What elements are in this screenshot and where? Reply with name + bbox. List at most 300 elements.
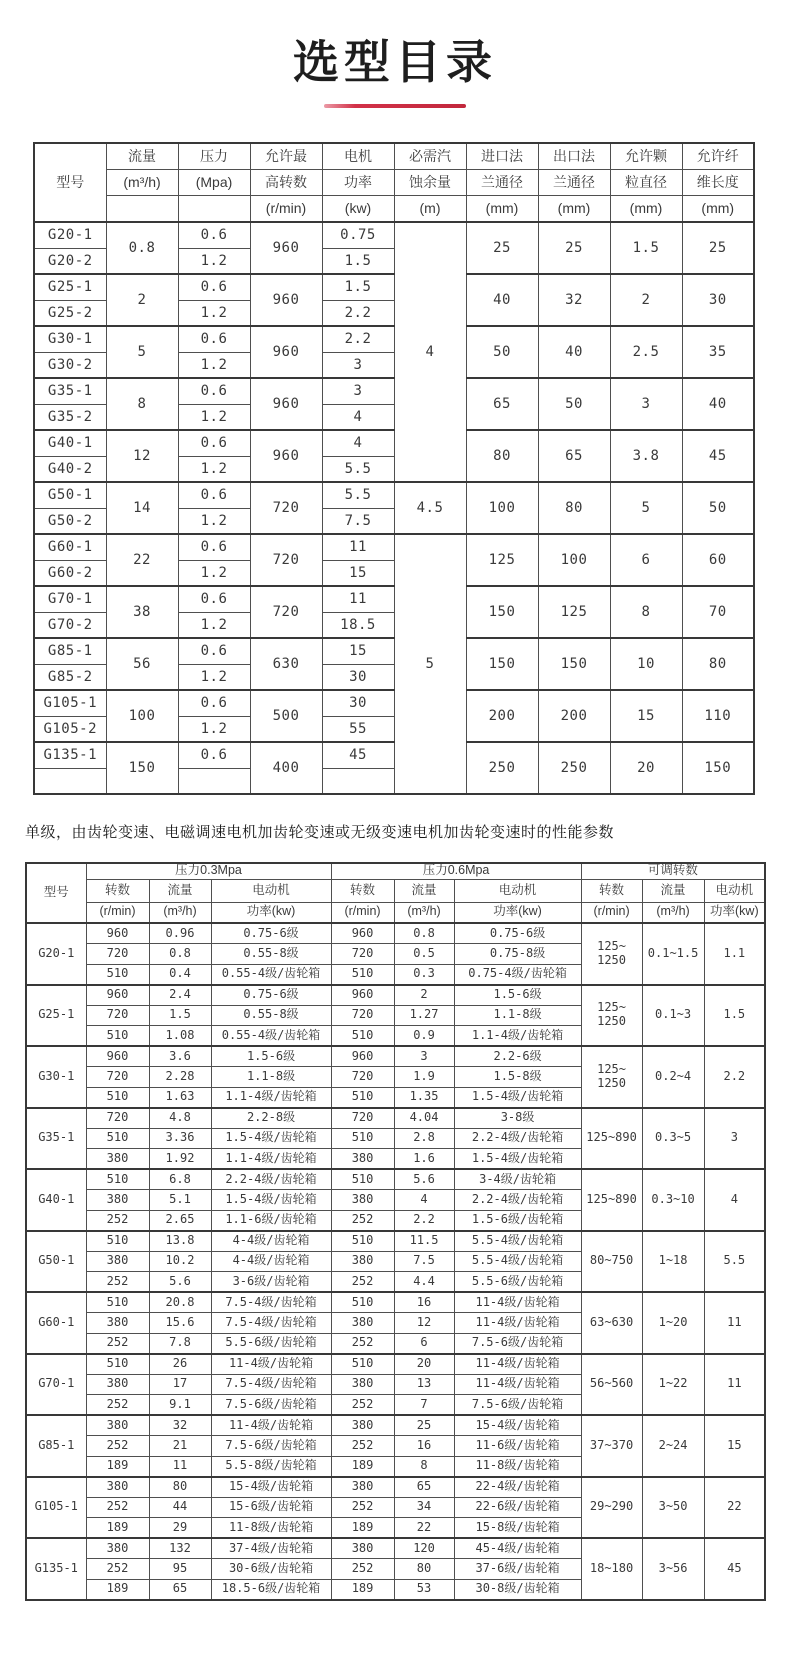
t2-cell: 30-6级/齿轮箱 <box>211 1559 331 1580</box>
t2-sub-cell: 流量 <box>149 879 211 902</box>
t1-cell: 6 <box>610 534 682 586</box>
t2-cell: 7.5-4级/齿轮箱 <box>211 1292 331 1313</box>
t2-header-model: 型号 <box>26 863 86 923</box>
t1-header-cell: 压力 <box>178 143 250 170</box>
t2-cell: 13.8 <box>149 1231 211 1252</box>
t1-cell: 0.6 <box>178 534 250 560</box>
t2-cell: 1.35 <box>394 1087 454 1108</box>
t2-cell: 252 <box>331 1272 394 1293</box>
t2-cell: 11-4级/齿轮箱 <box>454 1354 581 1375</box>
t2-cell: 2.2-4级/齿轮箱 <box>211 1169 331 1190</box>
t1-cell: 7.5 <box>322 508 394 534</box>
t2-cell: 380 <box>331 1477 394 1498</box>
t2-cell: 380 <box>331 1251 394 1272</box>
t2-cell: 11-4级/齿轮箱 <box>454 1374 581 1395</box>
t2-cell: 18~​180 <box>581 1538 642 1600</box>
t1-cell: 1.2 <box>178 508 250 534</box>
t1-cell: 60 <box>682 534 754 586</box>
t2-cell: 0.3 <box>394 964 454 985</box>
t1-cell: 2.2 <box>322 300 394 326</box>
t2-cell: 189 <box>331 1518 394 1539</box>
t1-cell: 4 <box>322 404 394 430</box>
t2-cell: 1~​18 <box>642 1231 704 1293</box>
t2-cell: 0.1~​1.5 <box>642 923 704 985</box>
t1-cell: 5.5 <box>322 482 394 508</box>
t1-cell: G60-2 <box>34 560 106 586</box>
t1-header-cell: 蚀余量 <box>394 170 466 196</box>
t2-cell: 380 <box>331 1538 394 1559</box>
t2-unit-cell: 功率(kw) <box>211 902 331 923</box>
t1-cell: 3 <box>322 352 394 378</box>
t2-cell: 380 <box>86 1149 149 1170</box>
selection-table-body <box>34 222 754 794</box>
t2-cell: 26 <box>149 1354 211 1375</box>
t1-cell: 12 <box>106 430 178 482</box>
t2-cell: G35-1 <box>26 1108 86 1170</box>
t2-cell: 56~​560 <box>581 1354 642 1416</box>
t1-cell: G70-2 <box>34 612 106 638</box>
t1-cell: 65 <box>538 430 610 482</box>
t2-cell: 510 <box>331 1087 394 1108</box>
t2-cell: G30-1 <box>26 1046 86 1108</box>
t2-cell: 20.8 <box>149 1292 211 1313</box>
t2-cell: 380 <box>86 1538 149 1559</box>
t1-cell: G70-1 <box>34 586 106 612</box>
t2-cell: 720 <box>86 1108 149 1129</box>
t2-cell: 2 <box>394 985 454 1006</box>
t2-cell: 0.55-8级 <box>211 944 331 965</box>
t2-group-adjustable: 可调转数 <box>581 863 765 879</box>
t2-cell: 6.8 <box>149 1169 211 1190</box>
t2-cell: G40-1 <box>26 1169 86 1231</box>
t2-cell: 2.2-4级/齿轮箱 <box>454 1128 581 1149</box>
t2-cell: 7.5-6级/齿轮箱 <box>454 1395 581 1416</box>
t2-cell: 252 <box>331 1436 394 1457</box>
t2-cell: 11 <box>704 1292 765 1354</box>
t1-cell: 110 <box>682 690 754 742</box>
t1-cell: 100 <box>466 482 538 534</box>
t2-cell: 2.8 <box>394 1128 454 1149</box>
t2-cell: 0.5 <box>394 944 454 965</box>
t2-cell-row <box>26 1477 765 1498</box>
t1-cell: 15 <box>610 690 682 742</box>
t2-cell: 132 <box>149 1538 211 1559</box>
t2-cell: 17 <box>149 1374 211 1395</box>
t2-cell: 11-4级/齿轮箱 <box>454 1313 581 1334</box>
t1-cell: 56 <box>106 638 178 690</box>
t2-cell: 0.75-8级 <box>454 944 581 965</box>
t1-cell: 45 <box>322 742 394 768</box>
t1-cell: 32 <box>538 274 610 326</box>
t2-cell: 65 <box>149 1579 211 1600</box>
t1-cell: 1.2 <box>178 456 250 482</box>
t2-cell: 7.5-6级/齿轮箱 <box>211 1395 331 1416</box>
t2-cell: 11-6级/齿轮箱 <box>454 1436 581 1457</box>
t1-cell: 0.6 <box>178 274 250 300</box>
t1-cell: 0.8 <box>106 222 178 274</box>
t2-cell: 720 <box>331 1108 394 1129</box>
t2-cell: 1.1-4级/齿轮箱 <box>454 1026 581 1047</box>
t2-cell: 15 <box>704 1415 765 1477</box>
t2-cell: 1.5-4级/齿轮箱 <box>454 1087 581 1108</box>
t1-header-cell: (kw) <box>322 196 394 223</box>
t1-cell: 0.6 <box>178 326 250 352</box>
t2-cell: 34 <box>394 1497 454 1518</box>
t2-cell-row <box>26 1231 765 1252</box>
t2-cell: 2.4 <box>149 985 211 1006</box>
t2-cell: 510 <box>331 1354 394 1375</box>
t1-cell: 2.5 <box>610 326 682 378</box>
t1-cell: 400 <box>250 742 322 794</box>
t2-cell: 20 <box>394 1354 454 1375</box>
t2-cell: 0.75-6级 <box>454 923 581 944</box>
t2-unit-cell: 功率(kw) <box>454 902 581 923</box>
t1-header-cell: (mm) <box>682 196 754 223</box>
t1-cell: G85-1 <box>34 638 106 664</box>
t1-cell: 14 <box>106 482 178 534</box>
t2-cell: 11-8级/齿轮箱 <box>454 1456 581 1477</box>
t2-cell: 510 <box>86 1292 149 1313</box>
t2-cell: 0.9 <box>394 1026 454 1047</box>
t2-cell: 65 <box>394 1477 454 1498</box>
t1-cell: 15 <box>322 638 394 664</box>
t2-cell: 45 <box>704 1538 765 1600</box>
title-underline <box>324 104 466 108</box>
t1-cell: 1.2 <box>178 248 250 274</box>
t2-cell: 1.5-4级/齿轮箱 <box>211 1128 331 1149</box>
t2-cell: G20-1 <box>26 923 86 985</box>
t2-cell: 1.5-6级 <box>211 1046 331 1067</box>
t2-cell: 1.1-4级/齿轮箱 <box>211 1087 331 1108</box>
t2-cell: 80 <box>394 1559 454 1580</box>
t1-cell: 38 <box>106 586 178 638</box>
t1-cell: 1.5 <box>322 248 394 274</box>
t2-cell: 3-6级/齿轮箱 <box>211 1272 331 1293</box>
t1-cell: 25 <box>538 222 610 274</box>
t2-cell: G25-1 <box>26 985 86 1047</box>
t1-cell: 35 <box>682 326 754 378</box>
t1-cell: 1.2 <box>178 560 250 586</box>
t2-cell: 5.5-4级/齿轮箱 <box>454 1251 581 1272</box>
t1-cell: G25-1 <box>34 274 106 300</box>
t2-unit-cell: 功率(kw) <box>704 902 765 923</box>
t1-header-cell: (Mpa) <box>178 170 250 196</box>
t2-cell: 3 <box>394 1046 454 1067</box>
t2-cell: 510 <box>331 964 394 985</box>
t2-cell: 2.28 <box>149 1067 211 1088</box>
t2-cell: 0.96 <box>149 923 211 944</box>
t2-cell: 380 <box>331 1374 394 1395</box>
t2-cell: 960 <box>86 985 149 1006</box>
t2-cell: 252 <box>331 1333 394 1354</box>
t2-cell-row <box>26 985 765 1006</box>
t2-cell-row <box>26 1538 765 1559</box>
t2-cell: 252 <box>86 1333 149 1354</box>
t2-cell: 5.5-6级/齿轮箱 <box>454 1272 581 1293</box>
t2-cell: 252 <box>331 1210 394 1231</box>
t2-sub-cell: 转数 <box>331 879 394 902</box>
t1-cell: G20-2 <box>34 248 106 274</box>
t2-cell: 11-4级/齿轮箱 <box>454 1292 581 1313</box>
t2-cell: 510 <box>86 1026 149 1047</box>
t1-header-cell <box>106 196 178 223</box>
t2-cell: 0.55-4级/齿轮箱 <box>211 1026 331 1047</box>
t1-cell: G35-1 <box>34 378 106 404</box>
t1-cell: 10 <box>610 638 682 690</box>
t1-cell: 30 <box>682 274 754 326</box>
t1-cell: 18.5 <box>322 612 394 638</box>
t2-cell: 0.75-6级 <box>211 923 331 944</box>
t2-cell: G50-1 <box>26 1231 86 1293</box>
t2-sub-cell: 转数 <box>86 879 149 902</box>
t2-cell: 252 <box>86 1559 149 1580</box>
t2-cell: 4 <box>704 1169 765 1231</box>
t1-cell: 630 <box>250 638 322 690</box>
t1-cell: 125 <box>538 586 610 638</box>
t2-cell: 11-4级/齿轮箱 <box>211 1415 331 1436</box>
t1-cell: 45 <box>682 430 754 482</box>
t2-cell: 125~​1250 <box>581 985 642 1047</box>
t2-unit-cell: (m³/h) <box>149 902 211 923</box>
t2-cell: 1.08 <box>149 1026 211 1047</box>
t1-cell: 500 <box>250 690 322 742</box>
t2-cell: 4-4级/齿轮箱 <box>211 1251 331 1272</box>
t1-cell: 11 <box>322 534 394 560</box>
t2-sub-cell: 电动机 <box>454 879 581 902</box>
t1-cell: 960 <box>250 274 322 326</box>
t2-unit-cell: (r/min) <box>86 902 149 923</box>
t2-cell: 2.2 <box>704 1046 765 1108</box>
t2-cell: 15-8级/齿轮箱 <box>454 1518 581 1539</box>
t1-cell: 1.5 <box>610 222 682 274</box>
t2-cell: 960 <box>331 985 394 1006</box>
t2-group-03mpa: 压力0.3Mpa <box>86 863 331 879</box>
t1-cell: 8 <box>106 378 178 430</box>
t2-cell: 45-4级/齿轮箱 <box>454 1538 581 1559</box>
t2-cell: 1.5-4级/齿轮箱 <box>454 1149 581 1170</box>
t1-cell: 0.75 <box>322 222 394 248</box>
t2-cell: 7.5-4级/齿轮箱 <box>211 1313 331 1334</box>
t2-cell: 125~​1250 <box>581 1046 642 1108</box>
t2-cell: 510 <box>331 1292 394 1313</box>
t2-cell: 80 <box>149 1477 211 1498</box>
t2-cell: 2.2-8级 <box>211 1108 331 1129</box>
t2-cell: 3~​56 <box>642 1538 704 1600</box>
t2-cell: 1.1-8级 <box>454 1005 581 1026</box>
t2-cell: 32 <box>149 1415 211 1436</box>
t2-cell: 0.8 <box>394 923 454 944</box>
performance-table <box>25 862 766 1601</box>
t2-cell: 252 <box>331 1559 394 1580</box>
t2-cell: 11.5 <box>394 1231 454 1252</box>
t1-cell: G20-1 <box>34 222 106 248</box>
t1-cell: 100 <box>538 534 610 586</box>
t2-sub-cell: 流量 <box>642 879 704 902</box>
t2-cell: 252 <box>331 1395 394 1416</box>
t2-unit-cell: (m³/h) <box>642 902 704 923</box>
t2-cell: 510 <box>86 1087 149 1108</box>
t1-header-cell: 出口法 <box>538 143 610 170</box>
t2-cell: 7.5-6级/齿轮箱 <box>211 1436 331 1457</box>
t1-cell: 125 <box>466 534 538 586</box>
t2-cell: 252 <box>86 1395 149 1416</box>
t1-cell: 0.6 <box>178 586 250 612</box>
t2-unit-cell: (r/min) <box>581 902 642 923</box>
t1-cell: 65 <box>466 378 538 430</box>
t1-header-cell: (mm) <box>538 196 610 223</box>
t1-cell: 1.2 <box>178 352 250 378</box>
t2-cell: 125~​1250 <box>581 923 642 985</box>
t2-cell: 2.2-6级 <box>454 1046 581 1067</box>
t1-cell: 30 <box>322 664 394 690</box>
t1-cell: 1.2 <box>178 404 250 430</box>
t2-cell: 189 <box>86 1518 149 1539</box>
t2-cell: 44 <box>149 1497 211 1518</box>
t1-header-model: 型号 <box>34 143 106 222</box>
t2-cell-row <box>26 1354 765 1375</box>
t1-cell-row <box>34 534 754 560</box>
t1-cell: 8 <box>610 586 682 638</box>
t2-cell: 252 <box>86 1210 149 1231</box>
t2-cell: 0.8 <box>149 944 211 965</box>
t1-cell: 150 <box>106 742 178 794</box>
t2-cell: 22-4级/齿轮箱 <box>454 1477 581 1498</box>
t1-cell: 720 <box>250 586 322 638</box>
t1-cell: 3 <box>322 378 394 404</box>
t2-cell: 29 <box>149 1518 211 1539</box>
t1-cell: 960 <box>250 326 322 378</box>
t2-cell: 7.8 <box>149 1333 211 1354</box>
t1-cell: 11 <box>322 586 394 612</box>
t2-cell: 11-4级/齿轮箱 <box>211 1354 331 1375</box>
t2-unit-cell: (r/min) <box>331 902 394 923</box>
t2-sub-cell: 电动机 <box>211 879 331 902</box>
t1-cell: 0.6 <box>178 482 250 508</box>
t2-cell: 1.5 <box>704 985 765 1047</box>
t2-cell: 380 <box>86 1313 149 1334</box>
t2-cell: 1.1-4级/齿轮箱 <box>211 1149 331 1170</box>
t2-cell: 4.4 <box>394 1272 454 1293</box>
t1-cell: 3.8 <box>610 430 682 482</box>
t2-cell: 11 <box>704 1354 765 1416</box>
t2-cell: 22 <box>394 1518 454 1539</box>
t1-cell: 1.2 <box>178 716 250 742</box>
t2-sub-cell: 电动机 <box>704 879 765 902</box>
t2-cell: 380 <box>331 1149 394 1170</box>
t1-cell: 150 <box>538 638 610 690</box>
t2-cell: 0.55-8级 <box>211 1005 331 1026</box>
t1-cell: 0.6 <box>178 430 250 456</box>
t2-cell: 1.1 <box>704 923 765 985</box>
t2-cell: 1.5-8级 <box>454 1067 581 1088</box>
t1-cell: 960 <box>250 378 322 430</box>
t2-cell: 380 <box>331 1190 394 1211</box>
t1-header-cell: 兰通径 <box>538 170 610 196</box>
t2-cell: 1~​22 <box>642 1354 704 1416</box>
t1-cell: 5.5 <box>322 456 394 482</box>
t2-cell: 30-8级/齿轮箱 <box>454 1579 581 1600</box>
t2-cell: 125~​890 <box>581 1108 642 1170</box>
t2-cell: 37-6级/齿轮箱 <box>454 1559 581 1580</box>
t1-cell: 30 <box>322 690 394 716</box>
t2-cell: G85-1 <box>26 1415 86 1477</box>
t1-cell-row <box>34 222 754 248</box>
t2-cell: 252 <box>86 1497 149 1518</box>
t1-cell: 720 <box>250 482 322 534</box>
t1-cell: 200 <box>538 690 610 742</box>
t2-cell: 0.1~​3 <box>642 985 704 1047</box>
t2-cell: 380 <box>86 1374 149 1395</box>
t1-cell: 100 <box>106 690 178 742</box>
t1-cell: 1.2 <box>178 300 250 326</box>
t1-cell: 1.5 <box>322 274 394 300</box>
t1-cell: 960 <box>250 222 322 274</box>
t2-cell: 0.75-6级 <box>211 985 331 1006</box>
t2-cell: 380 <box>331 1415 394 1436</box>
t1-header-cell: 允许纤 <box>682 143 754 170</box>
t2-cell: 380 <box>86 1251 149 1272</box>
t1-header-cell: 允许最 <box>250 143 322 170</box>
t1-cell: 960 <box>250 430 322 482</box>
t2-cell: 510 <box>331 1026 394 1047</box>
t2-cell-row <box>26 1046 765 1067</box>
t2-cell: 1.92 <box>149 1149 211 1170</box>
t2-cell: 3.36 <box>149 1128 211 1149</box>
t2-cell: 1.5-6级/齿轮箱 <box>454 1210 581 1231</box>
t1-cell: 2.2 <box>322 326 394 352</box>
t2-cell: 1~​20 <box>642 1292 704 1354</box>
t1-cell: 22 <box>106 534 178 586</box>
t2-cell: 5.5 <box>704 1231 765 1293</box>
t1-header-cell: (mm) <box>610 196 682 223</box>
t2-cell: 1.6 <box>394 1149 454 1170</box>
t1-cell: G105-1 <box>34 690 106 716</box>
t2-cell: 4 <box>394 1190 454 1211</box>
t2-unit-cell: (m³/h) <box>394 902 454 923</box>
t2-cell: 95 <box>149 1559 211 1580</box>
t2-cell: 1.9 <box>394 1067 454 1088</box>
t2-cell: 252 <box>331 1497 394 1518</box>
t2-cell: 2.65 <box>149 1210 211 1231</box>
t1-cell: 15 <box>322 560 394 586</box>
t1-cell: 5 <box>610 482 682 534</box>
t1-cell: 80 <box>538 482 610 534</box>
t1-cell: G135-1 <box>34 742 106 768</box>
t2-cell: 510 <box>86 1231 149 1252</box>
t2-cell: 5.6 <box>149 1272 211 1293</box>
t1-cell: 200 <box>466 690 538 742</box>
t2-cell: 510 <box>86 1128 149 1149</box>
t1-cell: 40 <box>466 274 538 326</box>
t1-cell: 55 <box>322 716 394 742</box>
t2-cell: 11 <box>149 1456 211 1477</box>
t2-cell: 3.6 <box>149 1046 211 1067</box>
t1-cell: 50 <box>538 378 610 430</box>
t2-cell: 29~​290 <box>581 1477 642 1539</box>
t2-cell: 8 <box>394 1456 454 1477</box>
t2-cell: 189 <box>86 1456 149 1477</box>
t1-cell: G25-2 <box>34 300 106 326</box>
t2-cell: 1.1-8级 <box>211 1067 331 1088</box>
t1-cell: G40-1 <box>34 430 106 456</box>
t1-header-cell: 高转数 <box>250 170 322 196</box>
t1-header-cell: 兰通径 <box>466 170 538 196</box>
t2-sub-cell: 转数 <box>581 879 642 902</box>
t1-cell: G30-1 <box>34 326 106 352</box>
t1-header-cell: 粒直径 <box>610 170 682 196</box>
t1-header-cell: 功率 <box>322 170 394 196</box>
t2-cell: 720 <box>331 1005 394 1026</box>
